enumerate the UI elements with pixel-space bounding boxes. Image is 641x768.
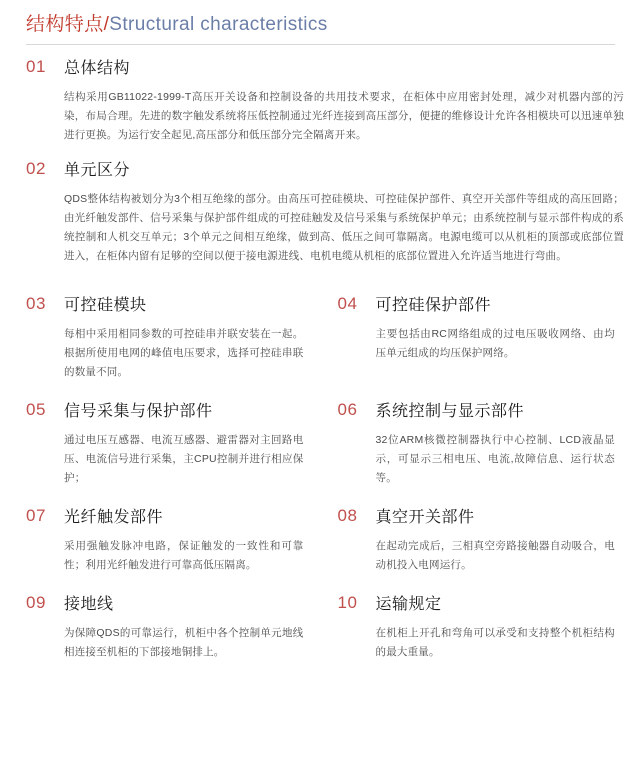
- page-title-cn: 结构特点: [26, 14, 104, 35]
- section-10: [338, 595, 616, 662]
- section-number: 03: [26, 294, 46, 313]
- section-number: 01: [26, 57, 46, 76]
- section-09: [26, 595, 304, 662]
- page-header: [26, 0, 615, 45]
- section-title: 可控硅模块: [64, 297, 147, 314]
- section-body: 32位ARM核微控制器执行中心控制、LCD液晶显示，可显示三相电压、电流,故障信息、运行状态等。: [375, 434, 615, 484]
- section-04: [338, 296, 616, 382]
- section-body: 每相中采用相同参数的可控硅串并联安装在一起。根据所使用电网的峰值电压要求，选择可控硅串联的数量不同。: [64, 328, 304, 378]
- section-title: 运输规定: [375, 596, 442, 613]
- section-01: [26, 59, 641, 145]
- section-title: 单元区分: [64, 162, 131, 179]
- page-title-en: Structural characteristics: [109, 14, 328, 35]
- section-06: [338, 402, 616, 488]
- section-number: 05: [26, 400, 46, 419]
- section-05: [26, 402, 304, 488]
- section-body: QDS整体结构被划分为3个相互绝缘的部分。由高压可控硅模块、可控硅保护部件、真空开关部件等组成的高压回路；由光纤触发部件、信号采集与保护部件组成的可控硅触发及信号采集与系统保护单元；由系统控制与显示部件构成的系统控制和人机交互单元；3个单元之间相互绝缘，做到高、低压之间可靠隔离。电源电缆可以从机柜的顶部或底部位置进入，在柜体内留有足够的空间以便于接电源进线、电机电缆从机柜的底部位置进入允许适当地进行弯曲。: [64, 193, 624, 262]
- section-title: 可控硅保护部件: [375, 297, 492, 314]
- section-number: 10: [337, 593, 358, 612]
- section-07: [26, 508, 304, 575]
- section-number: 07: [26, 506, 46, 525]
- section-body: 在起动完成后，三相真空旁路接触器自动吸合，电动机投入电网运行。: [375, 540, 615, 571]
- section-body: 通过电压互感器、电流互感器、避雷器对主回路电压、电流信号进行采集，主CPU控制并进行相应保护；: [64, 434, 304, 484]
- section-title: 系统控制与显示部件: [375, 403, 525, 420]
- section-number: 09: [26, 593, 46, 612]
- section-body: 主要包括由RC网络组成的过电压吸收网络、由均压单元组成的均压保护网络。: [375, 328, 615, 359]
- section-body: 在机柜上开孔和弯角可以承受和支持整个机柜结构的最大重量。: [375, 627, 615, 658]
- page-title: [26, 12, 615, 38]
- section-title: 真空开关部件: [375, 509, 475, 526]
- section-number: 06: [337, 400, 358, 419]
- section-body: 采用强触发脉冲电路，保证触发的一致性和可靠性；利用光纤触发进行可靠高低压隔离。: [64, 540, 304, 571]
- section-number: 02: [26, 159, 46, 178]
- section-title: 接地线: [64, 596, 114, 613]
- section-number: 08: [337, 506, 358, 525]
- section-number: 04: [337, 294, 358, 313]
- section-title: 总体结构: [64, 60, 131, 77]
- page-title-separator: /: [103, 14, 110, 35]
- section-title: 光纤触发部件: [64, 509, 164, 526]
- section-02: [26, 161, 641, 266]
- section-title: 信号采集与保护部件: [64, 403, 213, 420]
- sections-grid: [26, 296, 615, 682]
- section-body: 为保障QDS的可靠运行，机柜中各个控制单元地线相连接至机柜的下部接地铜排上。: [64, 627, 304, 658]
- section-body: 结构采用GB11022-1999-T高压开关设备和控制设备的共用技术要求，在柜体中应用密封处理，减少对机器内部的污染，布局合理。先进的数字触发系统将压低控制通过光纤连接到高压部分，便捷的维修设计允许各相模块可以迅速单独进行更换。为运行安全起见,高压部分和低压部分完全隔离开来。: [64, 91, 624, 141]
- section-08: [338, 508, 616, 575]
- section-03: [26, 296, 304, 382]
